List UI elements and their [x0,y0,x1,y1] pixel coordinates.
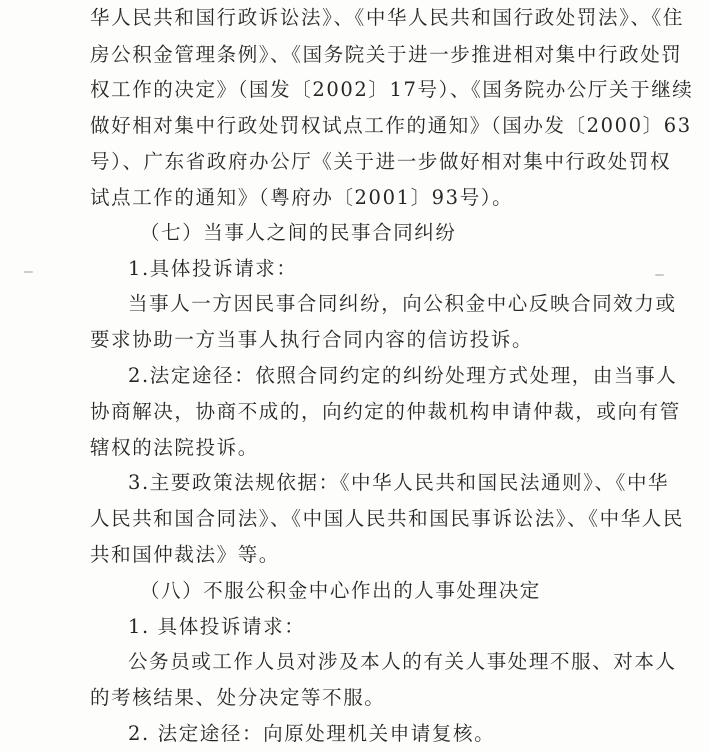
text-line: 号）、广东省政府办公厅《关于进一步做好相对集中行政处罚权 [90,150,672,173]
section-heading: （八）不服公积金中心作出的人事处理决定 [140,579,541,602]
text-line: 公务员或工作人员对涉及本人的有关人事处理不服、对本人 [128,650,677,673]
text-line: 协商解决，协商不成的，向约定的仲裁机构申请仲裁，或向有管 [90,400,681,423]
text-line: 当事人一方因民事合同纠纷，向公积金中心反映合同效力或 [128,292,677,315]
subheading: 1.具体投诉请求： [128,257,298,280]
section-heading: （七）当事人之间的民事合同纠纷 [140,221,457,244]
text-line: 要求协助一方当事人执行合同内容的信访投诉。 [90,328,534,351]
text-line: 试点工作的通知》（粤府办〔2001〕93号）。 [90,186,514,209]
text-line: 做好相对集中行政处罚权试点工作的通知》（国办发〔2000〕63 [90,114,692,137]
subheading: 1. 具体投诉请求： [128,615,306,638]
text-line: 辖权的法院投诉。 [90,436,259,459]
text-line: 华人民共和国行政诉讼法》、《中华人民共和国行政处罚法》、《住 [90,6,685,29]
text-line: 人民共和国合同法》、《中国人民共和国民事诉讼法》、《中华人民 [90,507,685,530]
text-line: 2.法定途径：依照合同约定的纠纷处理方式处理，由当事人 [128,364,678,387]
text-line: 房公积金管理条例》、《国务院关于进一步推进相对集中行政处罚 [90,43,683,66]
text-line: 3.主要政策法规依据：《中华人民共和国民法通则》、《中华 [128,471,670,494]
scan-speck [655,274,664,276]
text-line: 的考核结果、处分决定等不服。 [90,686,386,709]
scan-speck [24,271,33,273]
text-line: 权工作的决定》（国发〔2002〕17号）、《国务院办公厅关于继续 [90,78,694,101]
text-line: 共和国仲裁法》等。 [90,543,280,566]
text-line: 2. 法定途径：向原处理机关申请复核。 [128,722,496,745]
